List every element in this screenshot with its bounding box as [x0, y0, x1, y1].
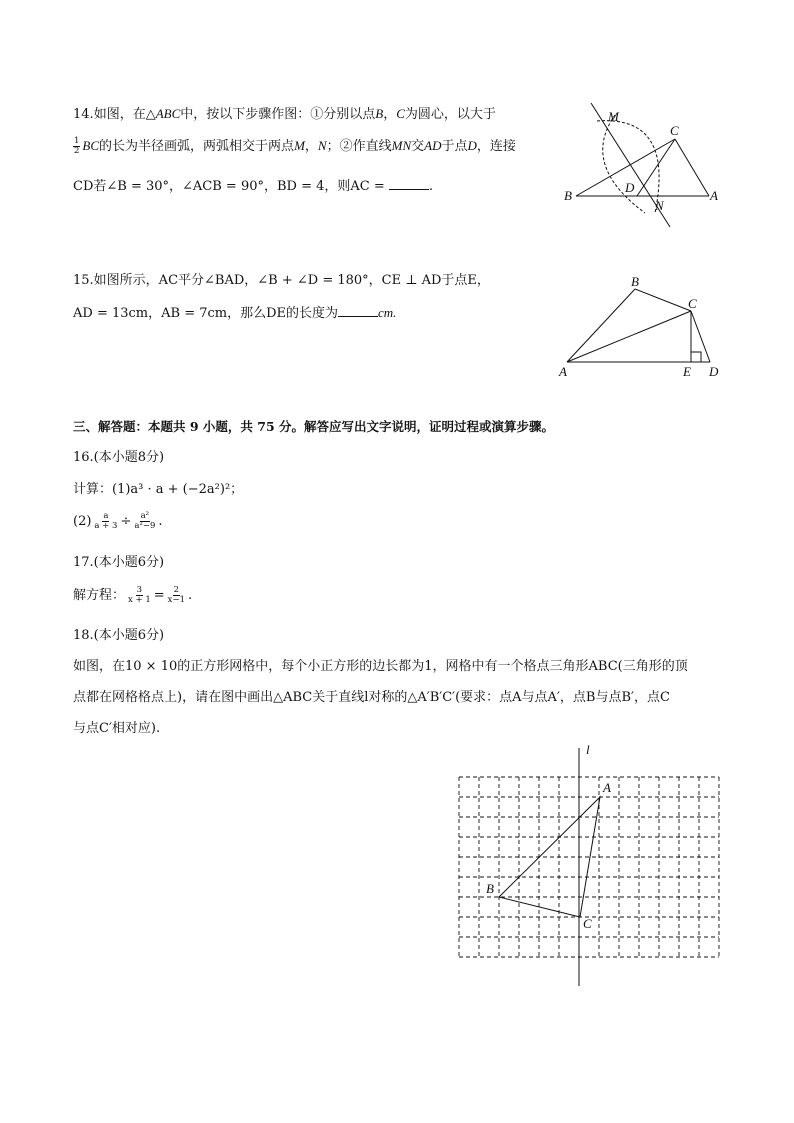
label-a: A	[710, 188, 718, 203]
q16-part1: 计算：(1)a³ · a + (−2a²)²；	[73, 482, 244, 497]
section-3-title: 三、解答题：本题共 9 小题，共 75 分。解答应写出文字说明，证明过程或演算步骤。	[73, 419, 555, 434]
q18-line3: 与点C′相对应).	[73, 721, 161, 736]
q18-header: 18.(本小题6分)	[73, 628, 165, 643]
right-angle-mark	[691, 352, 701, 362]
segment-bc	[635, 289, 691, 311]
q14-line3: CD若∠B = 30°，∠ACB = 90°，BD = 4，则AC = .	[73, 176, 433, 196]
segment-ca	[675, 139, 709, 196]
q14-line1: 14.如图，在△ABC中，按以下步骤作图：①分别以点B，C为圆心，以大于	[73, 106, 496, 122]
label-d: D	[709, 364, 719, 379]
arc-from-b	[597, 121, 659, 213]
segment-ab	[567, 289, 635, 362]
answer-blank[interactable]	[338, 303, 378, 317]
q16-part2: (2) $\frac{a}{a + 3}$ ÷ $\frac{\text{a²}}{\text{a²−9}}$ .	[73, 511, 163, 531]
arc-from-c	[603, 115, 645, 213]
q18-line2: 点都在网格格点上)，请在图中画出△ABC关于直线l对称的△A′B′C′(要求：点A与点A′，点B与点B′，点C	[73, 690, 670, 705]
q17-equation: 解方程： $\frac{3}{x + 1}$ = $\frac{2}{x-1}$ .	[73, 585, 193, 605]
half-fraction: $\frac{1}{2}$	[74, 136, 80, 156]
segment-cd	[637, 139, 675, 196]
q14-figure	[555, 95, 735, 235]
label-b: B	[564, 188, 572, 203]
label-d: D	[625, 180, 635, 195]
fraction-1: $\frac{a}{a + 3}$	[94, 511, 118, 531]
fraction-2: $\frac{\text{a²}}{\text{a²−9}}$	[134, 511, 156, 531]
fraction-right: $\frac{2}{x-1}$	[167, 585, 185, 605]
label-l: l	[586, 742, 590, 757]
label-a: A	[603, 780, 611, 795]
segment-ac	[567, 311, 691, 362]
label-b: B	[631, 274, 639, 289]
q15-line1: 15.如图所示，AC平分∠BAD，∠B + ∠D = 180°，CE ⊥ AD于点E，	[73, 273, 490, 288]
label-a: A	[559, 364, 567, 379]
label-n: N	[655, 198, 664, 213]
q15-figure	[555, 272, 735, 382]
label-c: C	[583, 916, 592, 931]
q16-header: 16.(本小题8分)	[73, 450, 165, 465]
q17-header: 17.(本小题6分)	[73, 555, 165, 570]
fraction-left: $\frac{3}{x + 1}$	[128, 585, 151, 605]
label-c: C	[688, 296, 697, 311]
q18-grid-figure	[450, 740, 730, 995]
q18-line1: 如图，在10 × 10的正方形网格中，每个小正方形的边长都为1，网格中有一个格点三角形ABC(三角形的顶	[73, 659, 688, 674]
label-e: E	[683, 364, 691, 379]
label-c: C	[670, 123, 679, 138]
q15-line2: AD = 13cm，AB = 7cm，那么DE的长度为 cm.	[73, 305, 397, 321]
q14-line2: $\frac{1}{2}$ BC的长为半径画弧，两弧相交于两点M，N；②作直线MN交AD于点D，连接	[74, 136, 516, 156]
answer-blank[interactable]	[389, 176, 429, 190]
label-b: B	[486, 881, 494, 896]
triangle-abc	[499, 797, 600, 917]
label-m: M	[608, 109, 619, 124]
